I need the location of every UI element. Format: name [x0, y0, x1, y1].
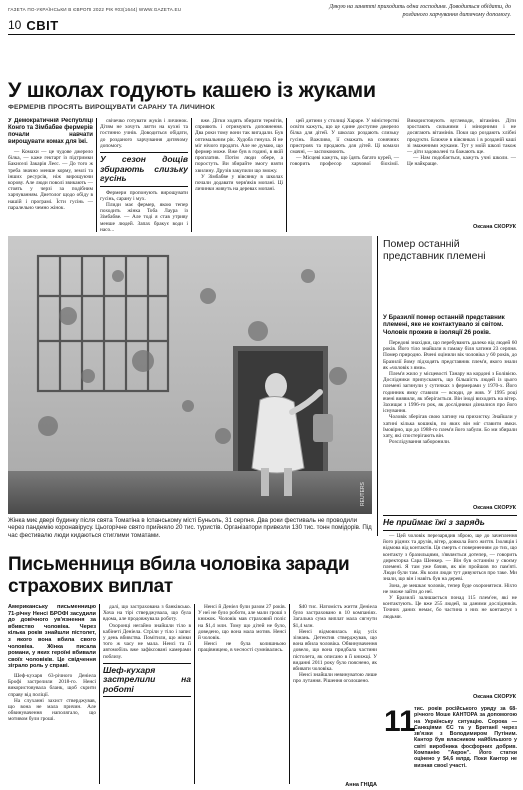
article2-column-2 — [103, 604, 191, 786]
page-number: 10 — [8, 18, 22, 32]
article1-headline: У школах годують кашею із жуками — [8, 78, 376, 102]
article1-signature: Оксана СКОРУК — [472, 224, 516, 230]
sidebar-paragraph: — Цей чоловік перезарядив зброю, ще до зачеплення його рідних та друзів, вітер, довкола його життя. Ізоляція і відмова від контактів. Ця смерть є поверненням до тих, що контакту з бразильцями, з'являється дотепер, — говорить директорка Сара Шенкер. — Він був останнім у своєму племені. Я там уже бачив, як він пройшов по пам'яті. Люди були там. Як коли люди тут дивуються про таке. Ми знали, що він і навіть був на дереві. — [383, 533, 517, 583]
sidebar-title: Помер останній представник племені — [383, 238, 486, 262]
article2-paragraph: Ненсі відмовилась від усіх зізнань. Детектив стверджував, що вона вбила чоловіка. Обвинувачення довело, що вона придбала частини пістолета, як описано в її книжці. У виданні 2011 року було пояснено, як вбивати чоловіка. — [293, 628, 377, 673]
column-divider — [99, 604, 100, 784]
sidebar-body — [383, 340, 517, 504]
article2-paragraph: $40 тис. Натомість життя Деніела було застраховано в 10 компаніях. Загальна сума виплат мала сягнути $1,4 млн. — [293, 604, 377, 629]
sidebar-paragraph: Чоловік зберігав свою хатину на прихистку. Знайшли у хатині кілька кошиків, по яких він міг ставити ямки. Імовірно, що до 1988-го плем'я його забули. Бо ми збирали хату, які спостерігають він. — [383, 414, 517, 440]
article2-column-subhead: Шеф-кухаря застрелили на роботі — [103, 663, 191, 698]
sidebar-paragraph: Розслідування заборонили. — [389, 439, 451, 446]
article1-column-3 — [195, 118, 283, 234]
column-divider — [191, 118, 192, 232]
sidebar-lead: У Бразилії помер останній представник племені, яке не контактувало зі світом. Чоловік прожив в ізоляції 26 років. — [383, 314, 505, 336]
column-divider — [289, 604, 290, 784]
tomatina-photo — [8, 236, 372, 514]
article2-paragraph: Ненсі не була колишньою працівницею, в чесності сумнівались. — [198, 641, 286, 654]
article2-paragraph: далі, що застрахована з банківсько. Хоча на тірі стверджувала, що була вдома, але продовжувала роботу. — [103, 604, 191, 623]
column-divider — [286, 118, 287, 232]
article1-paragraph: — Комахи — це чудове джерело білка, — каже гектарт із підтримки Бакиселі Закарія Леєс. — До того ж треба значно менше корму, землі та інших ресурсів, ніж вирощуючи корову. Але люди поволі звикають — стоять у черзі за подібним харчуванням. Диетолог щодо обіду в нашій і програмі. Їсти гусінь — паралельно чемно жінок. — [8, 149, 93, 211]
sidebar-subhead: Не приймає їжі з зарядь — [383, 515, 517, 531]
article1-paragraph: Фермери пропонують вирощувати гусінь, сарану і мух. — [100, 189, 188, 202]
photo-credit: REUTERS — [360, 482, 366, 506]
article1-subhead: ФЕРМЕРІВ ПРОСЯТЬ ВИРОЩУВАТИ САРАНУ ТА ЛИЧИНОК — [8, 104, 215, 111]
fact-number: 11 — [384, 705, 416, 738]
sidebar-divider — [377, 236, 378, 536]
section-title: СВІТ — [26, 17, 59, 33]
article1-paragraph: У Зімбабве у вівсянку в школах почали додавати черв'яків мопані. Ці личинки живуть на деревах мопані. — [195, 173, 283, 193]
article2-paragraph: Ненсі знайшли невинуватою лише про лутання. Рішення оголошено. — [293, 672, 377, 685]
article1-lead: У Демократичній Республіці Конго та Зімбабве фермерів почали навчати вирощувати комах для їжі. — [8, 118, 93, 145]
page-header — [8, 18, 59, 32]
sidebar-body-2 — [383, 533, 517, 693]
article1-column-4 — [290, 118, 516, 218]
article1-column-subhead: У сезон дощів збирають слизьку гусінь — [100, 152, 188, 187]
article2-paragraph: Охоронці негайно знайшли тіло в кабінеті Деніела. Стріли у тіло і запис у день вбивства. Помітили, що жінки того ж часу не мала. Ненсі та її автомобіль вже зафіксовані камерами поблизу. — [103, 622, 191, 660]
article2-column-3 — [198, 604, 286, 786]
photo-illustration — [8, 236, 372, 514]
article2-signature: Анна ГНІДА — [345, 782, 377, 788]
article2-column-1 — [8, 604, 96, 786]
sidebar-paragraph: У Бразилії залишається понад 115 плем'ен, які не контактують. Це вже 255 людей, за даними дослідників. Точних даних немає, бо частина з них не контактує з людьми. — [383, 595, 517, 620]
article2-paragraph: На слуханні захист стверджував, що вона не мала причин. Але обвинувачення наполягало, що мотивом були гроші. — [8, 697, 96, 723]
article1-paragraph: цей дитини у столиці Хараре. У міністерстві освіти кажуть, що це єдине доступне джерело білка для дітей. У школах роздають слизьку гусінь. Важливо, її смажать на сонячних пристроях та продають для дітей. Ці комахи смачні, — заспокоюють. — [290, 118, 399, 156]
fact-text: тис. років російського уряду за 68-річного Моше КАНТОРА за допомогою на Українську ситуацію. Сорока — Санкціями ЄС та у Британії через зв'язки з Володимиром Путіним. Кантор був власником найбільшого у світі виробника фосфорних добрив. Компанію "Акрон". Його статки оцінено у $4,6 млрд. Поки Кантор не визнав своєї участі. — [414, 706, 517, 769]
article2-paragraph: Шеф-кухаря 63-річного Деніела Брофі застрелили 2018-го. Ненсі використовувала бланк, щоб скрити справу від поліції. — [8, 672, 96, 698]
article2-lead: Американську письменницю 71-річну Ненсі БРОФІ засудили до довічного ув'язнення за вбивство чоловіка. Через кілька років знайшли пістолет, з якого вона вбила свого чоловіка. Жінка писала романи, у яких героїні вбивали своїх чоловіків. Це свідчення зіграло роль у справі. — [8, 604, 96, 670]
article2-paragraph: Ненсі й Деніел були разом 27 років. У неї не було роботи, але мали гроші з книжок. Чоловік мав страховий поліс на $1,4 млн. Тому що дітей не було, доведено, що вона мала мотив. Ненсі й чоловік. — [198, 604, 286, 642]
header-quote: Дякую на занятті приходить одна господиня. Доводиться обідати, до розданого харчування дитячому допомогу. — [329, 4, 511, 18]
photo-caption: Жінка миє двері будинку після свята Томатіна в Іспанському місті Буньоль, 31 серпня. Два роки фестиваль не проводили через пандемію коронавірусу. Цьогорічне свято прийняло 20 тис. туристів. Організатори привезли 130 тис. тонн помідорів. Під час фестивалю люди кидаються стиглими томатами. — [8, 517, 372, 539]
header-divider — [8, 34, 515, 35]
masthead-line: ГАЗЕТА ПО-УКРАЇНСЬКИ В ЄВРОПІ 2022 РІК #03(1644) WWW.GAZETA.EU — [8, 7, 182, 12]
article1-paragraph: — Нам подобається, кажуть учні школи. — Це найкраще. — [407, 155, 516, 168]
sidebar-signature: Оксана СКОРУК — [472, 505, 516, 511]
article2-column-4 — [293, 604, 377, 780]
article1-column-2 — [100, 118, 188, 234]
article1-paragraph: — Місцеві кажуть, що їдять багато курей, — говорить професор харчової біохімії. Використовують вуглеводи, вітаміни. Діти зростають сильними і мінорними і не досягають вітамінів. Поки що роздають хлібні продукти. Ближче в вівсянках і в розданій каші зі змаженими жуками. Тут у моїй школі також — діти задоволені та бажають ще. — [290, 118, 516, 168]
article1-paragraph: Плиди має фермер, якою тепер походить жінка Тоба Лаура із Зімбабве. — Але тоді я став утриву менше людей. Запах бракує води і насо... — [100, 201, 188, 233]
article2-headline: Письменниця вбила чоловіка заради страхових виплат — [8, 554, 350, 597]
article1-column-1 — [8, 118, 93, 234]
sidebar-subhead-box — [383, 512, 517, 534]
column-divider — [194, 604, 195, 784]
sidebar-paragraph: Зона, де мешкає чоловік, тепер буде охоронятися. Ніхто не зможе зайти до неї. — [383, 582, 517, 595]
article1-paragraph: свічечко готувати жуків і личинок. Дітям не хочуть лягти на кухні та гостинно учнів. Доводиться обідати, до розданого харчування дитячому допомогу. — [100, 118, 188, 149]
sidebar-paragraph: Плем'я жило у місцевості Танару на кордоні з Болівією. Дослідники припускають, що більшість людей із цього племені загинули у сутичках з фермерами у 1970-х. Його годинник ямку ставили — всюди, де жив. У 1995 році вчені виявили, як зберігається. Він іноді виходить на вітер. Захищає з 1996-го рок, як дослідники дізналися про його існування. — [383, 371, 517, 415]
sidebar-paragraph: Передові знахідки, що перебувають далеко від людей 60 років. Його тіло знайшли в гамаку біля хатини 23 серпня. Помер природно. Вчені оцінили вік чоловіка у 60 років, до Бразилії йому підходять представник плем'я, якого знали як «чоловік з ями». — [383, 340, 517, 371]
sidebar-signature-2: Оксана СКОРУК — [472, 694, 516, 700]
article1-paragraph: вже. Дітки ходять збирати термітів, сприяють і отримують доповнення. Два роки тому вони так вигадали. Був оптимальним рік. Худоба гинула. Я не міг нічого продати. Але не думаю, що фермер може. Вже був в годині, в якій проплатив. Потім люди обере, а поростуть. Ви збирайте змогу взяти хвилину. Друзів закупили що зможу. — [195, 118, 283, 174]
column-divider — [96, 118, 97, 232]
